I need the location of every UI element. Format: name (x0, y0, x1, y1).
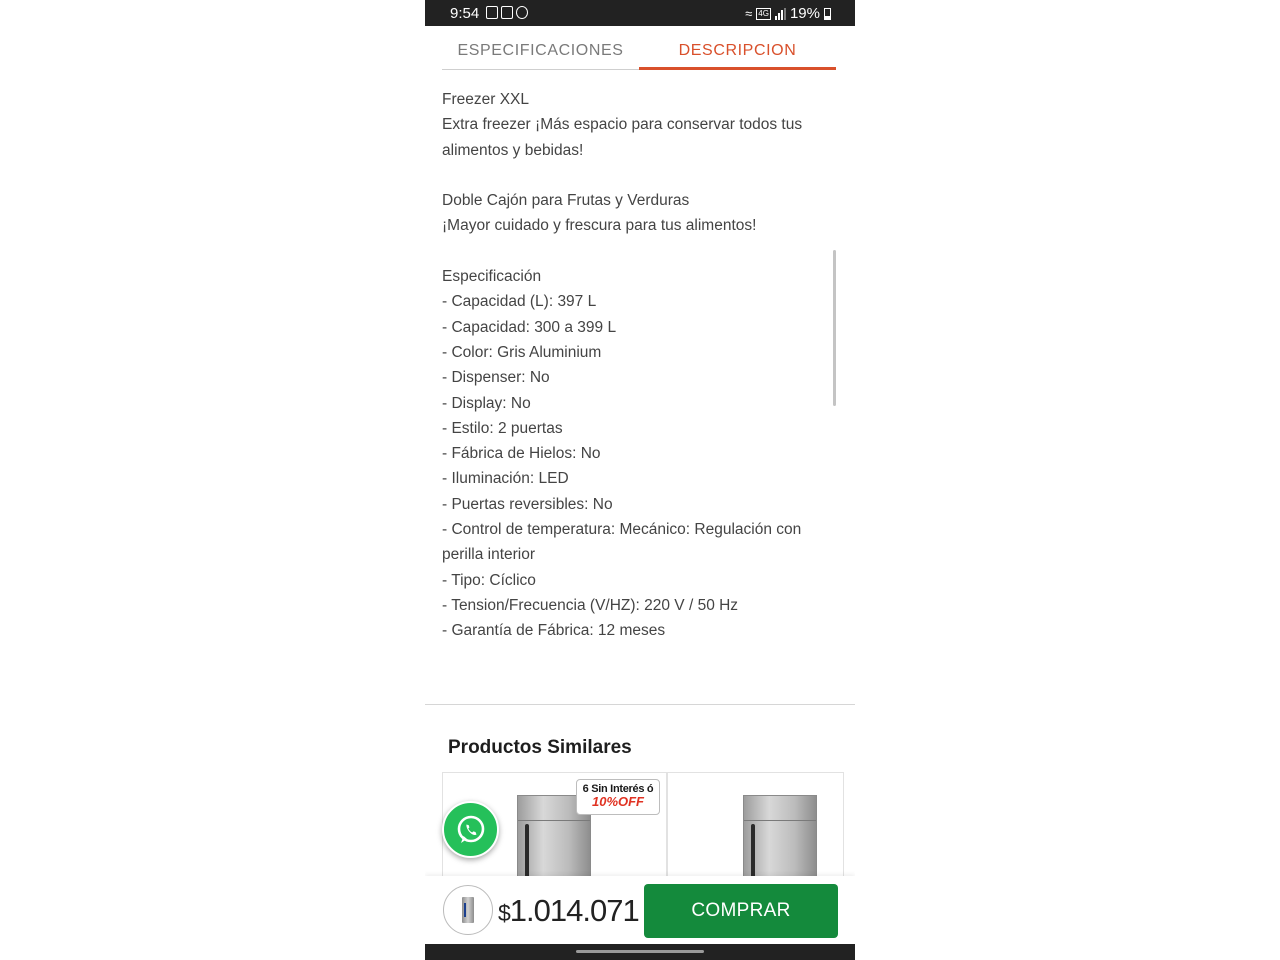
description-scrollbar[interactable] (833, 250, 836, 406)
notification-icons (486, 6, 528, 19)
section-divider (425, 704, 855, 705)
whatsapp-button[interactable] (442, 801, 499, 858)
description-line: Doble Cajón para Frutas y Verduras (442, 192, 690, 210)
buy-button[interactable]: COMPRAR (644, 884, 838, 938)
spec-line: - Garantía de Fábrica: 12 meses (442, 622, 666, 640)
signal-icon (775, 8, 786, 20)
product-tabs (442, 34, 837, 71)
spec-line: - Control de temperatura: Mecánico: Regulación con perilla interior (442, 521, 802, 564)
battery-percent: 19% (789, 5, 820, 22)
description-line: ¡Mayor cuidado y frescura para tus alimentos! (442, 217, 757, 235)
spec-line: - Capacidad: 300 a 399 L (442, 318, 617, 336)
price-value: 1.014.071 (509, 893, 639, 928)
spec-line: - Iluminación: LED (442, 470, 569, 488)
spec-line: - Display: No (442, 394, 531, 412)
gallery-icon (486, 6, 498, 19)
bottom-purchase-bar (425, 876, 855, 944)
promo-badge-discount: 10%OFF (591, 794, 644, 809)
product-thumbnail (443, 885, 493, 935)
promo-badge (576, 779, 660, 815)
product-image (743, 795, 817, 883)
system-nav-bar (425, 944, 855, 960)
volte-icon: 4G (758, 8, 769, 18)
product-price (498, 893, 639, 929)
phone-screen (425, 0, 855, 960)
fridge-icon (462, 897, 474, 923)
similar-products-title: Productos Similares (448, 737, 632, 758)
spec-line: - Tension/Frecuencia (V/HZ): 220 V / 50 Hz (442, 596, 739, 614)
description-line: Freezer XXL (442, 91, 530, 108)
status-right (745, 5, 831, 22)
description-line: Extra freezer ¡Más espacio para conservar todos tus alimentos y bebidas! (442, 116, 803, 159)
description-text (442, 87, 837, 644)
do-not-disturb-icon (516, 6, 528, 19)
spec-line: - Estilo: 2 puertas (442, 419, 563, 437)
tab-descripcion[interactable]: DESCRIPCION (639, 34, 836, 70)
spec-line: - Dispenser: No (442, 369, 550, 387)
play-store-icon (501, 6, 513, 19)
promo-badge-installments: 6 Sin Interés ó (582, 783, 654, 795)
spec-line: - Tipo: Cíclico (442, 571, 536, 589)
spec-line: - Puertas reversibles: No (442, 495, 613, 513)
wifi-icon: ≈ (745, 6, 753, 21)
battery-icon (824, 8, 831, 20)
currency-symbol: $ (498, 900, 510, 926)
status-time: 9:54 (450, 5, 480, 22)
spec-line: - Color: Gris Aluminium (442, 343, 602, 361)
tab-especificaciones[interactable]: ESPECIFICACIONES (442, 34, 639, 70)
spec-line: - Fábrica de Hielos: No (442, 445, 601, 463)
home-gesture-pill[interactable] (576, 950, 704, 953)
similar-product-card[interactable] (667, 772, 844, 883)
spec-line: - Capacidad (L): 397 L (442, 293, 597, 311)
status-bar (425, 0, 855, 26)
whatsapp-icon (454, 813, 488, 847)
spec-heading: Especificación (442, 268, 542, 286)
